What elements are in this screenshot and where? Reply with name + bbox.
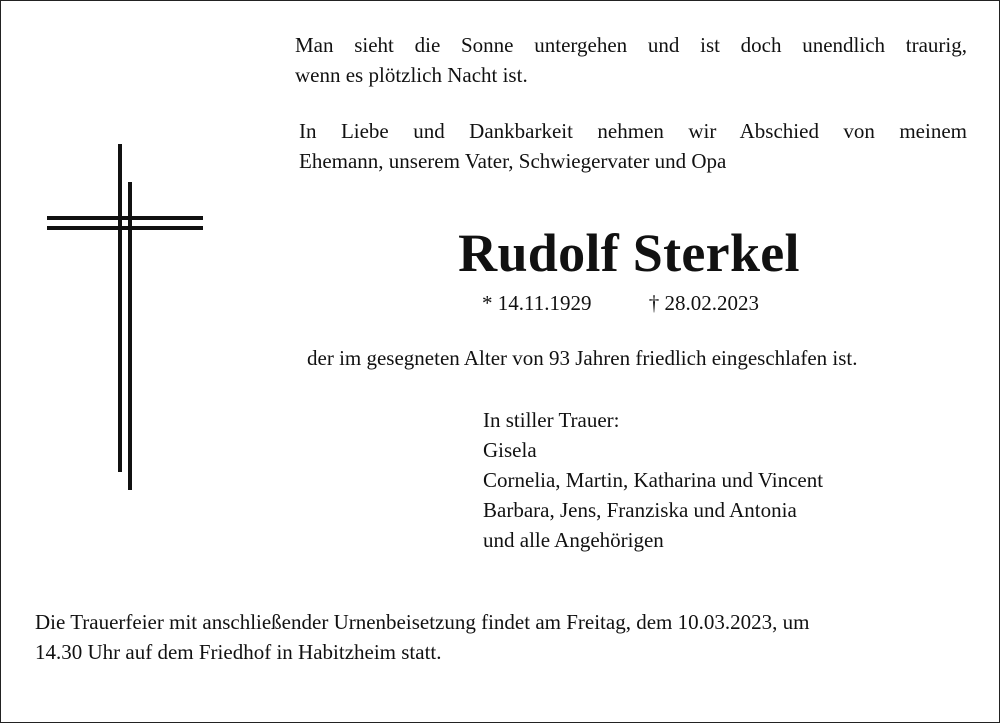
death-date: † 28.02.2023 <box>648 291 759 315</box>
age-statement: der im gesegneten Alter von 93 Jahren friedlich eingeschlafen ist. <box>307 346 858 370</box>
mourner-name: und alle Angehörigen <box>483 528 664 552</box>
mourner-name: Gisela <box>483 438 537 462</box>
cross-icon <box>47 144 207 492</box>
mourner-name: Barbara, Jens, Franziska und Antonia <box>483 498 797 522</box>
life-dates <box>482 288 759 318</box>
birth-date: * 14.11.1929 <box>482 291 592 315</box>
ceremony-line: Die Trauerfeier mit anschließender Urnenbeisetzung findet am Freitag, dem 10.03.2023, um <box>35 610 810 634</box>
deceased-name: Rudolf Sterkel <box>458 223 800 283</box>
motto-line: wenn es plötzlich Nacht ist. <box>295 63 528 87</box>
intro-line: Ehemann, unserem Vater, Schwiegervater und Opa <box>299 149 727 173</box>
mourners-heading: In stiller Trauer: <box>483 408 620 432</box>
intro-line: In Liebe und Dankbarkeit nehmen wir Abschied von meinem <box>299 119 967 143</box>
motto-line: Man sieht die Sonne untergehen und ist doch unendlich traurig, <box>295 33 967 57</box>
motto-verse <box>295 30 967 90</box>
mourners-list <box>483 405 823 555</box>
funeral-ceremony-info <box>35 607 975 667</box>
farewell-intro <box>299 116 967 176</box>
ceremony-line: 14.30 Uhr auf dem Friedhof in Habitzheim statt. <box>35 640 442 664</box>
mourner-name: Cornelia, Martin, Katharina und Vincent <box>483 468 824 492</box>
